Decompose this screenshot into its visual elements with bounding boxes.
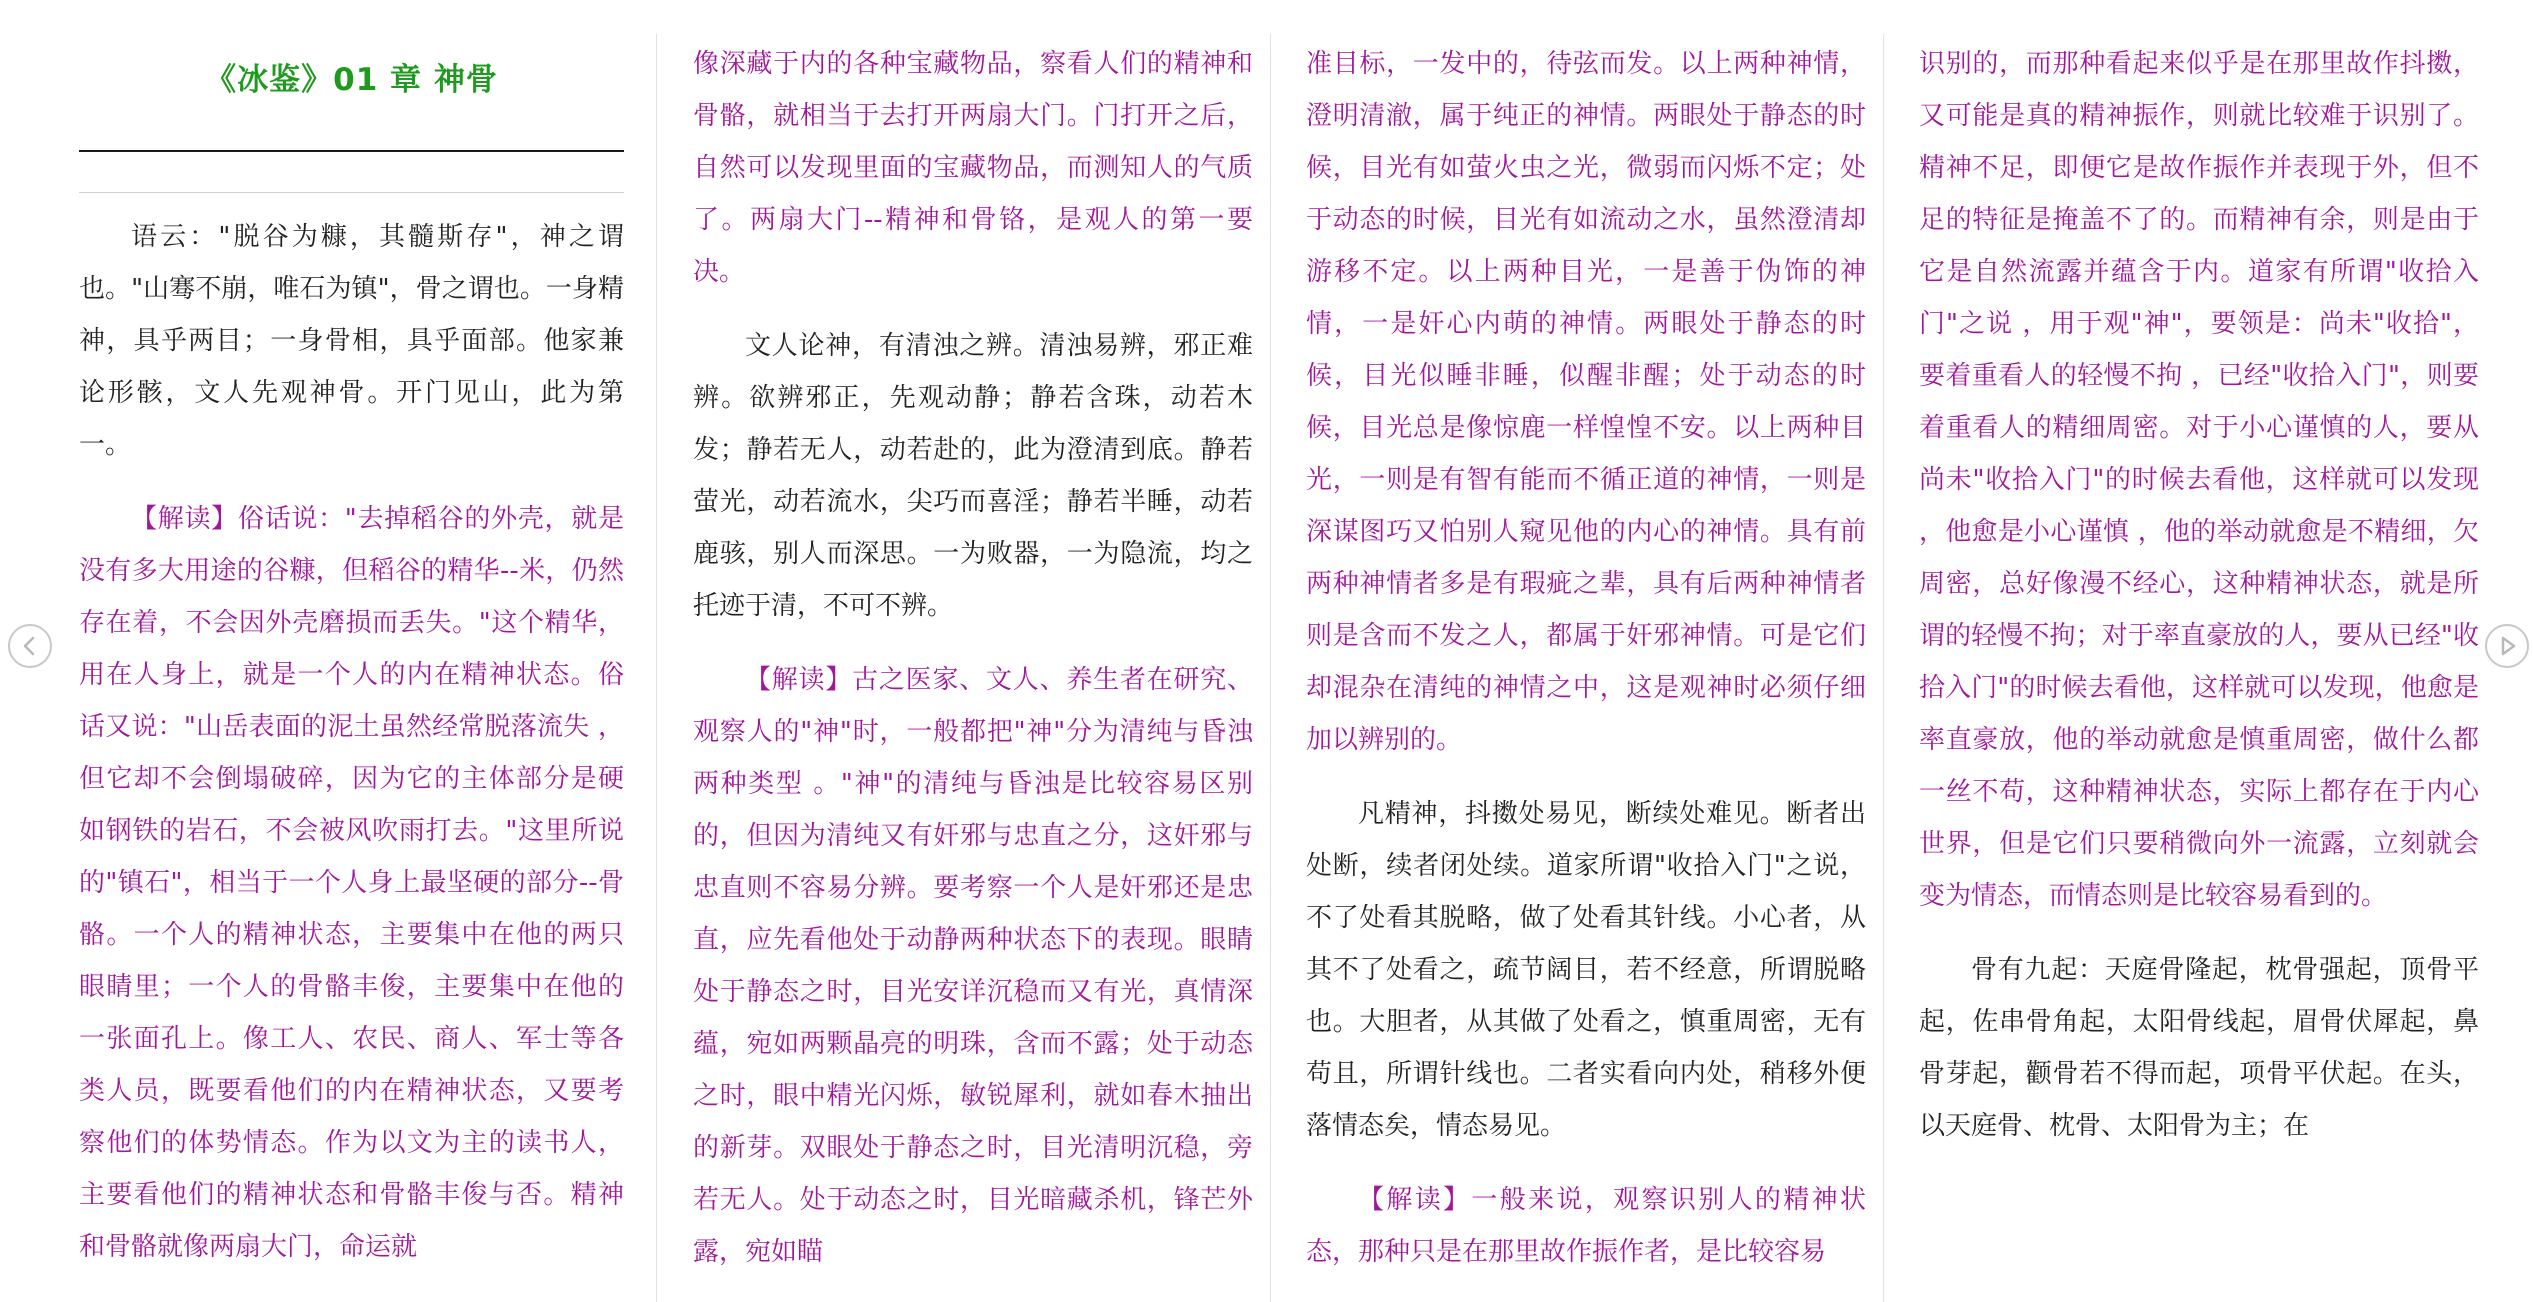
commentary-paragraph: 【解读】一般来说，观察识别人的精神状态，那种只是在那里故作振作者，是比较容易 (1306, 1185, 1866, 1267)
column-1-body (79, 211, 624, 1273)
play-right-circle-icon (2487, 626, 2527, 666)
prev-page-button[interactable] (8, 624, 52, 668)
column-divider (1270, 34, 1271, 1302)
page-column-4 (1919, 0, 2479, 1302)
chevron-left-circle-icon (10, 626, 50, 666)
commentary-paragraph: 识别的，而那种看起来似乎是在那里故作抖擞，又可能是真的精神振作，则就比较难于识别了。精神不足，即便它是故作振作并表现于外，但不足的特征是掩盖不了的。而精神有余，则是由于它是自然流露并蕴含于内。道家有所谓"收拾入门"之说 ，用于观"神"，要领是：尚未"收拾"，要着重看人的轻慢不拘 ，已经"收拾入门"，则要着重看人的精细周密。对于小心谨慎的人，要从尚未"收拾入门"的时候去看他，这样就可以发现 ，他愈是小心谨慎 ，他的举动就愈是不精细，欠周密，总好像漫不经心，这种精神状态，就是所谓的轻慢不拘；对于率直豪放的人，要从已经"收拾入门"的时候去看他，这样就可以发现，他愈是率直豪放，他的举动就愈是慎重周密，做什么都一丝不苟，这种精神状态，实际上都存在于内心世界，但是它们只要稍微向外一流露，立刻就会变为情态，而情态则是比较容易看到的。 (1919, 49, 2479, 911)
next-page-button[interactable] (2485, 624, 2529, 668)
original-text-paragraph: 骨有九起：天庭骨隆起，枕骨强起，顶骨平起，佐串骨角起，太阳骨线起，眉骨伏犀起，鼻骨芽起，颧骨若不得而起，项骨平伏起。在头，以天庭骨、枕骨、太阳骨为主；在 (1919, 955, 2479, 1141)
column-divider (1883, 34, 1884, 1302)
original-text-paragraph: 文人论神，有清浊之辨。清浊易辨，邪正难辨。欲辨邪正，先观动静；静若含珠，动若木发；静若无人，动若赴的，此为澄清到底。静若萤光，动若流水，尖巧而喜淫；静若半睡，动若鹿骇，别人而深思。一为败器，一为隐流，均之托迹于清，不可不辨。 (693, 331, 1253, 621)
chapter-title: 《冰鉴》01 章 神骨 (205, 62, 498, 98)
title-divider (79, 150, 624, 152)
page-column-3 (1306, 0, 1866, 1302)
original-text-paragraph: 语云："脱谷为糠，其髓斯存"，神之谓也。"山骞不崩，唯石为镇"，骨之谓也。一身精神，具乎两目；一身骨相，具乎面部。他家兼论形骸，文人先观神骨。开门见山，此为第一。 (79, 222, 624, 460)
commentary-paragraph: 像深藏于内的各种宝藏物品，察看人们的精神和骨骼，就相当于去打开两扇大门。门打开之后，自然可以发现里面的宝藏物品，而测知人的气质了。两扇大门--精神和骨铬，是观人的第一要决。 (693, 49, 1253, 287)
original-text-paragraph: 凡精神，抖擞处易见，断续处难见。断者出处断，续者闭处续。道家所谓"收拾入门"之说，不了处看其脱略，做了处看其针线。小心者，从其不了处看之，疏节阔目，若不经意，所谓脱略也。大胆者，从其做了处看之，慎重周密，无有苟且，所谓针线也。二者实看向内处，稍移外便落情态矣，情态易见。 (1306, 799, 1866, 1141)
commentary-paragraph: 【解读】古之医家、文人、养生者在研究、观察人的"神"时，一般都把"神"分为清纯与昏浊两种类型 。"神"的清纯与昏浊是比较容易区别的，但因为清纯又有奸邪与忠直之分，这奸邪与忠直则不容易分辨。要考察一个人是奸邪还是忠直，应先看他处于动静两种状态下的表现。眼睛处于静态之时，目光安详沉稳而又有光，真情深蕴，宛如两颗晶亮的明珠，含而不露；处于动态之时，眼中精光闪烁，敏锐犀利，就如春木抽出的新芽。双眼处于静态之时，目光清明沉稳，旁若无人。处于动态之时，目光暗藏杀机，锋芒外露，宛如瞄 (693, 665, 1253, 1267)
page-column-1 (79, 0, 624, 1302)
title-divider-thin (79, 192, 624, 193)
page-column-2 (693, 0, 1253, 1302)
column-divider (656, 34, 657, 1302)
commentary-paragraph: 准目标，一发中的，待弦而发。以上两种神情，澄明清澈，属于纯正的神情。两眼处于静态的时候，目光有如萤火虫之光，微弱而闪烁不定；处于动态的时候，目光有如流动之水，虽然澄清却游移不定。以上两种目光，一是善于伪饰的神情，一是奸心内萌的神情。两眼处于静态的时候，目光似睡非睡，似醒非醒；处于动态的时候，目光总是像惊鹿一样惶惶不安。以上两种目光，一则是有智有能而不循正道的神情，一则是深谋图巧又怕别人窥见他的内心的神情。具有前两种神情者多是有瑕疵之辈，具有后两种神情者则是含而不发之人，都属于奸邪神情。可是它们却混杂在清纯的神情之中，这是观神时必须仔细加以辨别的。 (1306, 49, 1866, 755)
commentary-paragraph: 【解读】俗话说："去掉稻谷的外壳，就是没有多大用途的谷糠，但稻谷的精华--米，仍然存在着，不会因外壳磨损而丢失。"这个精华，用在人身上，就是一个人的内在精神状态。俗话又说："山岳表面的泥土虽然经常脱落流失 ，但它却不会倒塌破碎，因为它的主体部分是硬如钢铁的岩石，不会被风吹雨打去。"这里所说的"镇石"，相当于一个人身上最坚硬的部分--骨骼。一个人的精神状态，主要集中在他的两只眼睛里；一个人的骨骼丰俊，主要集中在他的一张面孔上。像工人、农民、商人、军士等各类人员，既要看他们的内在精神状态，又要考察他们的体势情态。作为以文为主的读书人，主要看他们的精神状态和骨骼丰俊与否。精神和骨骼就像两扇大门，命运就 (79, 504, 624, 1262)
